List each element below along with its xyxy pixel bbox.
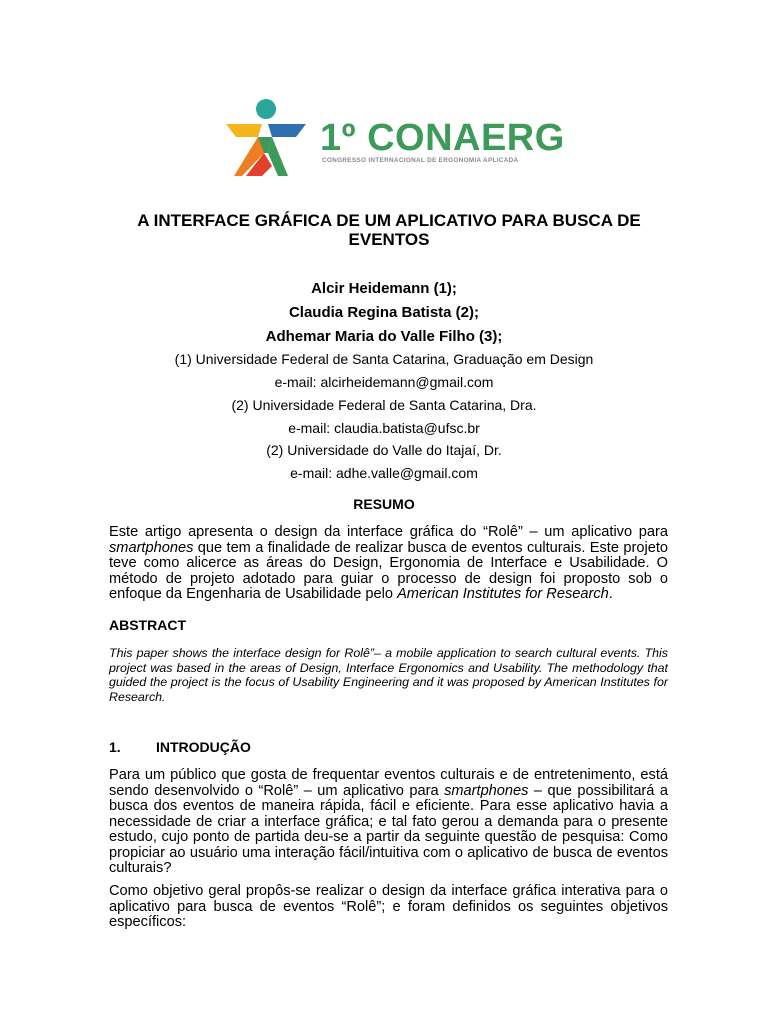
logo-subtitle: CONGRESSO INTERNACIONAL DE ERGONOMIA APLICADA xyxy=(322,157,519,164)
ergonomics-figure-icon xyxy=(222,97,306,179)
resumo-heading: RESUMO xyxy=(353,496,415,512)
resumo-text: Este artigo apresenta o design da interface gráfica do “Rolê” – um aplicativo para smartphones que tem a finalidade de realizar busca de eventos culturais. Este projeto teve como alicerce as áreas do Design, Ergonomia de Interface e Usabilidade. O método de projeto adotado para guiar o processo de design foi proposto sob o enfoque da Engenharia de Usabilidade pelo American Institutes for Research. xyxy=(109,524,668,602)
email-1: e-mail: alcirheidemann@gmail.com xyxy=(274,374,494,390)
paper-title: A INTERFACE GRÁFICA DE UM APLICATIVO PARA BUSCA DE EVENTOS xyxy=(137,211,641,249)
author-2: Claudia Regina Batista (2); xyxy=(288,304,480,321)
section-number: 1. xyxy=(109,739,121,755)
author-1: Alcir Heidemann (1); xyxy=(311,280,457,297)
abstract-text: This paper shows the interface design for Rolê”– a mobile application to search cultural events. This project was based in the areas of Design, Interface Ergonomics and Usability. The methodology that guided the project is the focus of Usability Engineering and it was proposed by American Institutes for Research. xyxy=(109,646,668,704)
affiliation-1: (1) Universidade Federal de Santa Catarina, Graduação em Design xyxy=(174,351,594,367)
affiliation-2: (2) Universidade Federal de Santa Catarina, Dra. xyxy=(231,397,537,413)
author-3: Adhemar Maria do Valle Filho (3); xyxy=(265,328,503,345)
intro-paragraph-2: Como objetivo geral propôs-se realizar o design da interface gráfica interativa para o aplicativo para busca de eventos “Rolê”; e foram definidos os seguintes objetivos específicos: xyxy=(109,883,668,930)
logo-title: 1º CONAERG xyxy=(320,117,565,159)
section-title: INTRODUÇÃO xyxy=(156,739,251,755)
intro-paragraph-1: Para um público que gosta de frequentar eventos culturais e de entretenimento, está sendo desenvolvido o “Rolê” – um aplicativo para smartphones – que possibilitará a busca dos eventos de maneira rápida, fácil e eficiente. Para esse aplicativo havia a necessidade de criar a interface gráfica; e tal fato gerou a demanda para o presente estudo, cujo ponto de partida deu-se a partir da seguinte questão de pesquisa: Como propiciar ao usuário uma interação fácil/intuitiva com o aplicativo de busca de eventos culturais? xyxy=(109,767,669,876)
email-2: e-mail: claudia.batista@ufsc.br xyxy=(288,420,480,436)
affiliation-3: (2) Universidade do Valle do Itajaí, Dr. xyxy=(266,442,502,458)
email-3: e-mail: adhe.valle@gmail.com xyxy=(290,465,478,481)
conference-logo xyxy=(200,97,576,183)
abstract-heading: ABSTRACT xyxy=(109,617,186,633)
